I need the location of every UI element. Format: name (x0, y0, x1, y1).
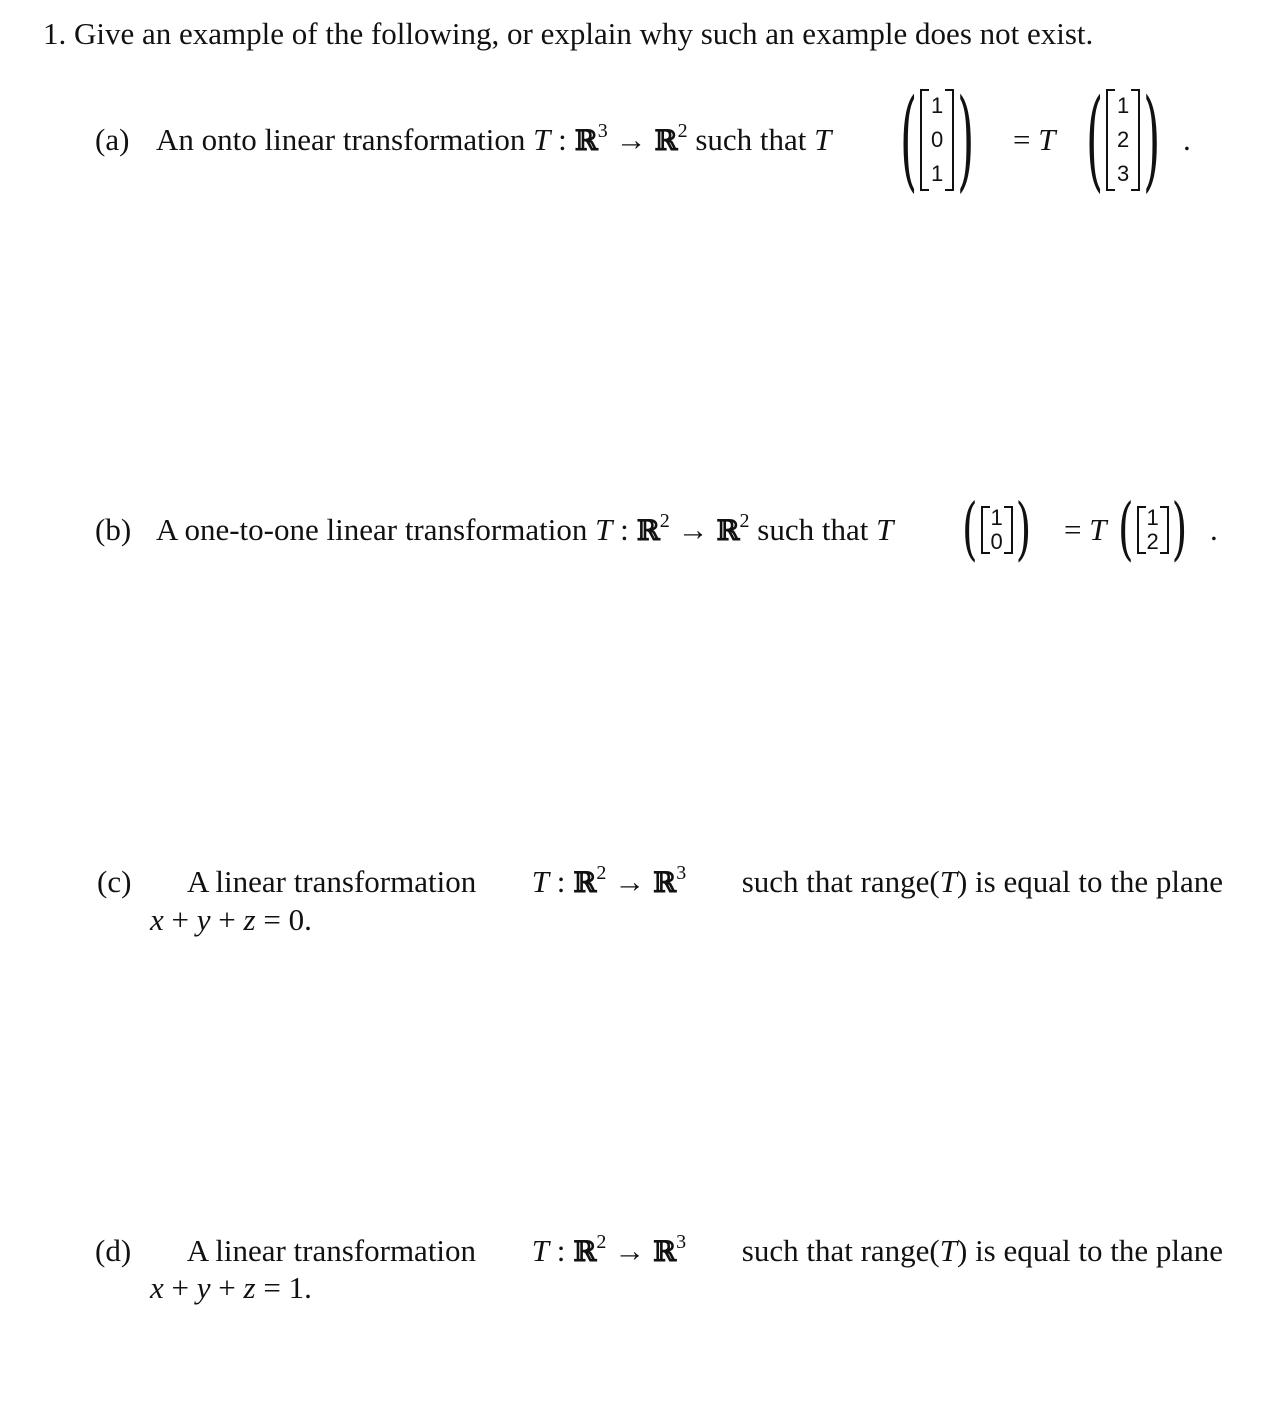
var-x: x (150, 902, 164, 937)
part-c-codomain-exp: 3 (676, 861, 687, 884)
part-a-period (1183, 122, 1191, 158)
part-b-such-that: such that (757, 512, 869, 547)
left-paren: ( (900, 76, 918, 204)
part-d-T: T (531, 1233, 549, 1268)
plus-sign: + (171, 902, 189, 937)
part-b-colon: : (620, 512, 629, 547)
plus-sign: + (218, 1270, 236, 1305)
part-a-description: An onto linear transformation (156, 122, 526, 157)
part-d-text (95, 1230, 1223, 1270)
part-a-such-that: such that (695, 122, 807, 157)
vector-entry: 0 (990, 529, 1003, 554)
part-d-range-T: T (939, 1233, 957, 1268)
part-a-equals (1013, 122, 1055, 158)
var-z: z (243, 1270, 256, 1305)
matrix-bracket (1106, 89, 1140, 191)
part-d-range-open: such that range( (741, 1233, 940, 1268)
vector-entry: 1 (990, 505, 1003, 530)
equals-sign: = (1013, 122, 1031, 157)
part-b-text (95, 509, 894, 549)
vector-entry: 1 (1117, 93, 1130, 118)
part-b-T: T (595, 512, 613, 547)
question-number: 1. (43, 16, 67, 51)
vector-entry: 3 (1117, 161, 1130, 186)
part-b-vector-1 (962, 490, 1032, 570)
period: . (1183, 122, 1191, 157)
part-c-colon: : (556, 864, 566, 899)
equals-sign: = (263, 902, 281, 937)
part-d-codomain: ℝ (652, 1235, 677, 1268)
right-paren: ) (1171, 490, 1188, 570)
part-b-T3: T (1089, 512, 1107, 547)
part-a-codomain-exp: 2 (677, 119, 688, 142)
part-c-equation (150, 902, 312, 938)
part-b-T2: T (876, 512, 894, 547)
part-c-domain: ℝ (573, 866, 597, 899)
left-paren: ( (1118, 490, 1134, 570)
part-d-range-close: ) is equal to the plane (957, 1233, 1223, 1268)
part-c-description: A linear transformation (186, 864, 477, 899)
part-b-vector-2 (1118, 490, 1188, 570)
part-a-colon: : (558, 122, 567, 157)
left-paren: ( (962, 490, 978, 570)
part-c-domain-exp: 2 (596, 861, 607, 884)
question-header (43, 16, 1093, 52)
part-b-description: A one-to-one linear transformation (156, 512, 588, 547)
vector-entry: 0 (931, 127, 944, 152)
vector-entry: 1 (1146, 505, 1159, 530)
part-a-T2: T (814, 122, 832, 157)
vector-entry: 2 (1146, 529, 1159, 554)
part-c-text (97, 861, 1223, 901)
part-b-label: (b) (95, 512, 132, 547)
matrix-bracket (981, 506, 1013, 554)
vector-entry: 1 (931, 93, 944, 118)
part-a-domain: ℝ (574, 124, 598, 157)
part-c-range-T: T (939, 864, 957, 899)
var-z: z (243, 902, 256, 937)
part-a-codomain: ℝ (654, 124, 678, 157)
var-x: x (150, 1270, 164, 1305)
part-a-text (95, 119, 832, 159)
part-c-label: (c) (97, 864, 132, 899)
rhs-value: 1. (288, 1270, 312, 1305)
part-d-mapping (531, 1230, 687, 1270)
part-c-range-close: ) is equal to the plane (956, 864, 1223, 899)
var-y: y (196, 902, 211, 937)
part-c-codomain: ℝ (652, 866, 677, 899)
part-b-arrow: → (677, 512, 709, 547)
right-paren: ) (1143, 76, 1161, 204)
part-d-codomain-exp: 3 (676, 1230, 687, 1253)
part-d-colon: : (556, 1233, 566, 1268)
part-b-codomain: ℝ (716, 514, 740, 547)
vector-entry: 1 (931, 161, 944, 186)
part-a-T: T (533, 122, 551, 157)
part-b-equals (1064, 512, 1106, 548)
part-b-domain: ℝ (636, 514, 660, 547)
part-c-arrow: → (614, 864, 646, 899)
period: . (1210, 512, 1218, 547)
var-y: y (196, 1270, 211, 1305)
part-c-T: T (531, 864, 549, 899)
part-a-vector-2 (1086, 76, 1161, 204)
part-d-domain: ℝ (573, 1235, 597, 1268)
vector-entry: 2 (1117, 127, 1130, 152)
part-a-T3: T (1038, 122, 1056, 157)
right-paren: ) (1015, 490, 1032, 570)
part-d-condition (742, 1233, 1223, 1270)
part-d-description: A linear transformation (186, 1233, 477, 1268)
plus-sign: + (218, 902, 236, 937)
part-b-codomain-exp: 2 (739, 509, 750, 532)
left-paren: ( (1086, 76, 1104, 204)
matrix-bracket (1137, 506, 1169, 554)
rhs-value: 0. (288, 902, 312, 937)
part-a-domain-exp: 3 (597, 119, 608, 142)
part-d-equation (150, 1270, 312, 1306)
part-d-arrow: → (614, 1233, 646, 1268)
right-paren: ) (957, 76, 975, 204)
question-prompt: Give an example of the following, or explain why such an example does not exist. (74, 16, 1094, 51)
part-a-arrow: → (615, 122, 647, 157)
part-b-period (1210, 512, 1218, 548)
part-d-label: (d) (95, 1233, 132, 1268)
part-a-vector-1 (900, 76, 975, 204)
part-b-domain-exp: 2 (659, 509, 670, 532)
part-c-mapping (531, 861, 687, 901)
part-d-domain-exp: 2 (596, 1230, 607, 1253)
part-c-condition (742, 864, 1223, 901)
equals-sign: = (263, 1270, 281, 1305)
part-c-range-open: such that range( (741, 864, 940, 899)
matrix-bracket (920, 89, 954, 191)
part-a-label: (a) (95, 122, 130, 157)
equals-sign: = (1064, 512, 1082, 547)
plus-sign: + (171, 1270, 189, 1305)
